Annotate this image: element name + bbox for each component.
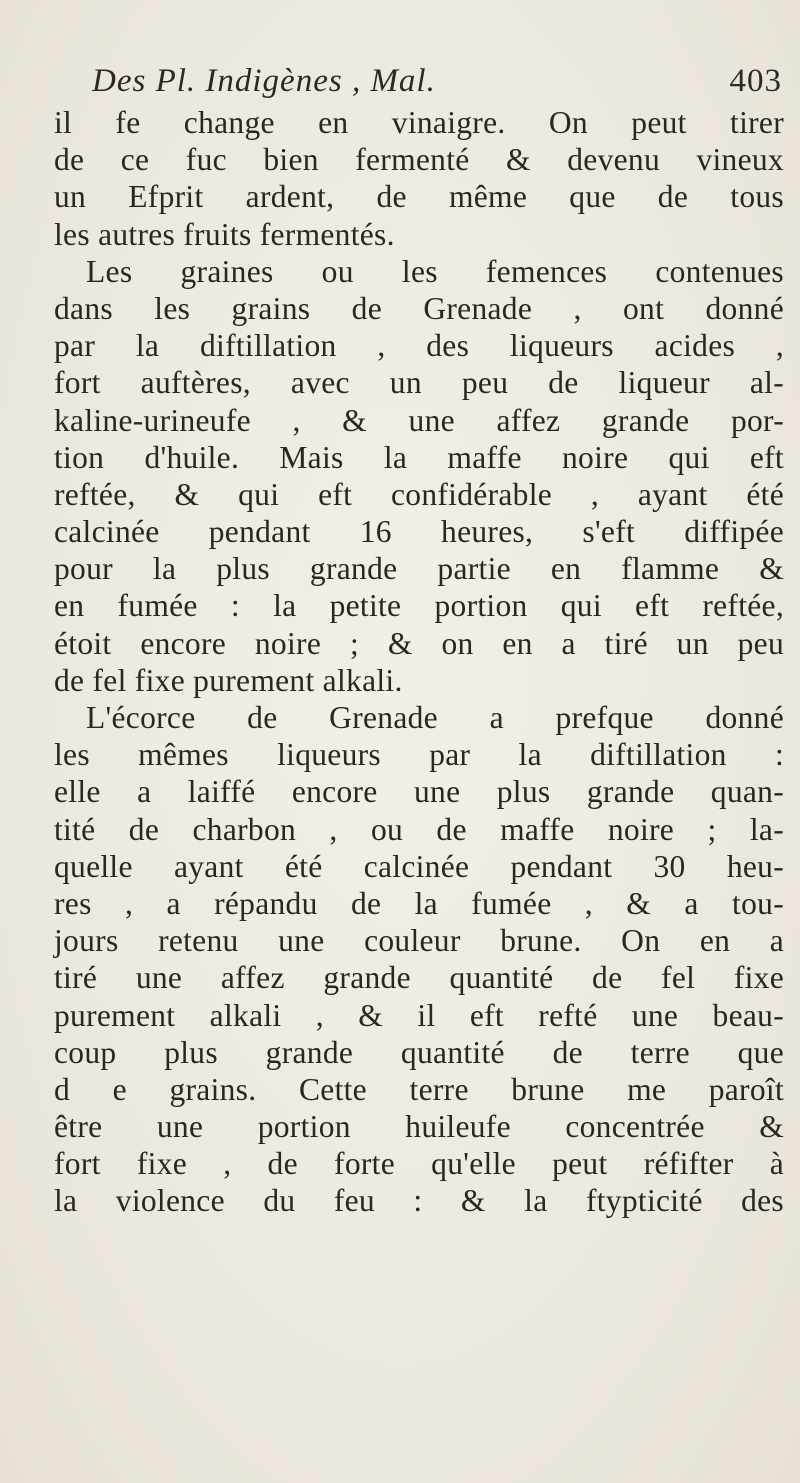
text-line: d e grains. Cette terre brune me paroît [54, 1071, 784, 1107]
text-line: tiré une affez grande quantité de fel fixe [54, 960, 784, 996]
text-line: reftée, & qui eft confidérable , ayant été [54, 476, 784, 512]
text-line: tité de charbon , ou de maffe noire ; la- [54, 811, 784, 847]
text-line: purement alkali , & il eft refté une beau- [54, 997, 784, 1033]
text-line: kaline-urineufe , & une affez grande por- [54, 402, 784, 438]
running-title: Des Pl. Indigènes , Mal. [92, 63, 436, 99]
text-line: res , a répandu de la fumée , & a tou- [54, 885, 784, 921]
text-line: les mêmes liqueurs par la diftillation : [54, 737, 784, 773]
text-line: un Efprit ardent, de même que de tous [54, 179, 784, 215]
text-line: Les graines ou les femences contenues [86, 253, 784, 289]
text-line: tion d'huile. Mais la maffe noire qui eft [54, 439, 784, 475]
text-line: par la diftillation , des liqueurs acides , [54, 328, 784, 364]
text-line: il fe change en vinaigre. On peut tirer [54, 105, 784, 140]
text-line: coup plus grande quantité de terre que [54, 1034, 784, 1070]
text-line: étoit encore noire ; & on en a tiré un peu [54, 625, 784, 661]
text-line: calcinée pendant 16 heures, s'eft diffipée [54, 514, 784, 550]
page-number: 403 [729, 63, 782, 99]
text-line: L'écorce de Grenade a prefque donné [86, 700, 784, 735]
text-line: dans les grains de Grenade , ont donné [54, 290, 784, 326]
text-line: fort fixe , de forte qu'elle peut réfifter à [54, 1146, 784, 1182]
body-text [54, 104, 784, 1220]
text-line: elle a laiffé encore une plus grande quan- [54, 774, 784, 810]
text-line: les autres fruits fermentés. [54, 216, 395, 252]
text-line: en fumée : la petite portion qui eft reftée, [54, 588, 784, 624]
text-line: la violence du feu : & la ftypticité des [54, 1183, 784, 1219]
text-line: fort auftères, avec un peu de liqueur al- [54, 365, 784, 401]
text-line: pour la plus grande partie en flamme & [54, 551, 784, 587]
text-line: de fel fixe purement alkali. [54, 662, 403, 698]
text-line: être une portion huileufe concentrée & [54, 1109, 784, 1145]
text-line: de ce fuc bien fermenté & devenu vineux [54, 142, 784, 178]
text-line: quelle ayant été calcinée pendant 30 heu- [54, 848, 784, 884]
text-line: jours retenu une couleur brune. On en a [54, 923, 784, 959]
